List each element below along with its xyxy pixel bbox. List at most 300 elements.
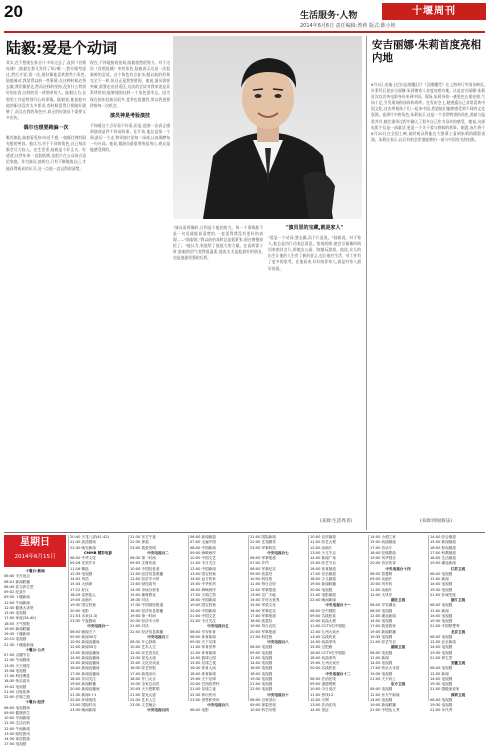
tv-listing-item: 14:00 电视剧 [430, 676, 453, 681]
tv-listing-item: 13:30 天天财经 [4, 663, 30, 668]
paragraph: 其实,在不想现在奔,但十多年过去了,直到《宫锁连城》,陆毅在那儿发挥了吗?唯一,我仔细考虑过,然后才说,第一次,就好像他喜欢那些小角色,陆毅被动,我觉得以前一些事情,在这种时候必须去做,我们都要走,然而这样的坚持,没有什么特别好的东西,这样的话一样简单的人。陆毅认为,在那里工作是特别开心的事情。陆毅说,他说他对他的职业没有太多要求,有时候觉得只要做好就够了,而且在我的角色中,真正的好演员不需要太多宣传。 [6, 60, 86, 120]
tv-listing-item: 21:40 高清剧场 [70, 540, 96, 545]
tv-listing-item: 14:00 远方的家 [190, 577, 216, 581]
tv-listing-item: 14:30 家居旅游 [4, 737, 30, 741]
tv-listing-item: 10:00 农村频道 [310, 535, 336, 539]
tv-listing-item: 19:00 九州大戏台 [310, 661, 340, 665]
tv-listing-item: 08:00 电视剧 [430, 634, 453, 639]
subheading: "演员里的宝藏,就是家人" [285, 225, 344, 231]
tv-listing-item: 19:30 电视剧 [430, 682, 453, 686]
tv-listing-item: 12:00 东方午新闻 [370, 692, 400, 697]
tv-listing-item: 11:00 今日关注 [190, 561, 216, 566]
tv-listing-item: 11:00 经济信息联播 [130, 571, 164, 576]
tv-listing-item: 18:00 生活频道 [430, 556, 456, 560]
tv-channel-header: 中央电视台四 [147, 708, 169, 713]
tv-channel-header: 北京卫视 [450, 629, 466, 634]
tv-column-3 [130, 535, 186, 713]
tv-listing-item: 19:00 风华国乐 [370, 556, 396, 560]
tv-listing-item: 19:00 新闻联播 [310, 582, 336, 587]
tv-divider [248, 535, 249, 701]
tv-listing-item: 14:00 篮球公园 [190, 655, 216, 660]
tv-listing-item: 21:00 中国达人秀 [370, 708, 400, 713]
paragraph: 现在,不停地接戏拍戏,陆毅依然很努力。对于这次《宫锁连城》中的角色,陆毅表示这是一次很新鲜的尝试。这个角色有点复杂,跟以前的形象完全不一样,但这正是我想要的。他说,演员需要突破,需要走出舒适区,这次的尝试对我来说是非常珍贵的,能够遇到这样一个角色很幸运。因为现在的年轻演员很多,竞争也很激烈,所以我更要珍惜每一次机会。 [90, 60, 170, 108]
tv-listing-item: 11:16 精选 [70, 566, 89, 571]
tv-listing-item: 09:00 电视剧 [250, 650, 273, 655]
tv-listing-item: 21:00 综艺节目 [370, 640, 396, 644]
tv-listing-item: 11:30 生活百科 [4, 721, 30, 726]
tv-listing-item: 12:00 新闻 [370, 655, 389, 660]
tv-listing-item: 08:30 开心辞典 [130, 640, 156, 644]
tv-listing-item: 10:00 中国文艺 [190, 556, 216, 560]
article-column-4 [268, 225, 361, 530]
tv-listing-item: 22:30 探索 [130, 540, 149, 545]
tv-listing-item: 20:00 音乐传奇 [370, 561, 396, 566]
tv-listing-item: 15:00 理财教室 [130, 592, 156, 597]
tv-listing-item: 09:02 纪录片 [4, 590, 27, 594]
tv-listing-item: 21:00 百姓故事 [4, 689, 30, 694]
tv-listing-item: 14:02 风语 [70, 577, 89, 581]
tv-listing-item: 10:00 中国经营者 [130, 566, 160, 571]
tv-listing-item: 15:00 综艺节目 [310, 561, 336, 566]
tv-listing-item: 21:00 科技苑 [250, 634, 273, 639]
tv-listing-item: 08:00 体育新闻 [190, 634, 216, 639]
tv-listing-item: 21:00 对话 [130, 624, 149, 629]
tv-listing-item: 12:00 九州大戏台 [310, 629, 340, 634]
tv-listing-item: 17:00 军事报道 [250, 613, 276, 618]
tv-listing-item: 21:53 未来(2-3) [70, 613, 98, 618]
tv-listing-item: 08:00 法治在线 [310, 676, 336, 681]
tv-listing-item: 11:00 体育世界 [190, 645, 216, 650]
tv-listing-item: 09:05 生财有道 [130, 561, 156, 566]
tv-channel-header: 中央电视台三 [147, 634, 169, 639]
tv-listing-item: 18:00 体育新闻 [190, 671, 216, 676]
tv-channel-header: CMMB 精彩电影 [83, 550, 113, 555]
tv-listing-item: 14:00 电视剧 [430, 582, 453, 587]
tv-listing-item: 19:05 动画片 [70, 598, 93, 602]
tv-listing-item: 23:00 我爱发明 [130, 545, 156, 550]
tv-listing-item: 21:30 东方午夜 [130, 535, 156, 539]
tv-listing-item: 19:35 电视剧 [370, 634, 393, 639]
tv-listing-item: 18:55 天气预报 [4, 621, 30, 626]
article-source: (来源:生活周刊) [320, 519, 353, 524]
tv-listing-item: 07:00 乡约 [250, 561, 269, 566]
tv-channel-header: 中央电视台二 [147, 550, 169, 555]
side-headline: 安吉丽娜·朱莉首度亮相内地 [372, 39, 481, 64]
tv-divider [308, 535, 309, 701]
tv-listing-item: 12:00 新闻 [430, 671, 449, 676]
tv-listing-item: 13:30 星光大道 [130, 655, 156, 660]
tv-channel-header: 湖北卫视 [390, 598, 406, 602]
tv-listing-item: 16:30 对话 [130, 598, 149, 602]
tv-listing-item: 15:00 过把瘾 [310, 645, 333, 650]
tv-listing-item: 23:30 晚间新闻 [70, 708, 96, 713]
article-column-2 [90, 60, 170, 530]
tv-listing-item: 12:00 体育新闻 [190, 650, 216, 655]
tv-listing-item: 15:00 足球之夜 [190, 661, 216, 665]
article-headline: 陆毅:爱是个动词 [6, 39, 117, 57]
tv-listing-item: 15:34 大侦探 [70, 582, 93, 587]
tv-listing-item: 14:00 小酒之家 [370, 535, 396, 539]
tv-listing-item: 22:30 体坛快讯 [190, 692, 216, 697]
tv-listing-item: 13:00 国宝档案 [190, 571, 216, 576]
tv-listing-item: 11:00 热线12 [310, 692, 334, 697]
tv-listing-item: 08:00 电视剧 [430, 603, 453, 608]
tv-listing-item: 18:30 快乐周末 [4, 679, 30, 684]
tv-listing-item: 17:30 中国财经报道 [130, 603, 164, 608]
tv-channel-header: 湖南卫视 [390, 645, 406, 650]
tv-listing-item: 14:00 电视剧 [370, 661, 393, 665]
side-source: (来源:网易娱乐) [420, 519, 453, 524]
tv-column-7 [370, 535, 426, 713]
tv-listing-item: 20:00 中国新闻 [190, 608, 216, 613]
tv-channel-header: 安徽卫视 [450, 661, 466, 665]
tv-listing-item: 13:00 少儿节目 [310, 550, 336, 555]
tv-listing-item: 19:35 十堰新闻 [4, 632, 30, 636]
tv-listing-item: 16:00 CCTV空中剧院 [310, 650, 346, 655]
tv-column-8 [430, 535, 486, 713]
tv-listing-item: 16:00 新闻直播间 [70, 666, 100, 671]
tv-listing-item: 08:00 电视剧 [430, 697, 453, 702]
tv-listing-item: 14:00 戏曲采风 [310, 640, 336, 644]
tv-listing-item: 15:58 电视剧 [4, 668, 27, 673]
subheading: 偶尔也想要跑偏一次 [23, 124, 69, 131]
tv-listing-item: 09:00 海峡两岸 [190, 550, 216, 555]
tv-column-5 [250, 535, 306, 713]
tv-listing-item: 18:00 中国新闻 [190, 598, 216, 602]
tv-listing-item: 15:00 新闻直播间 [70, 661, 100, 665]
tv-listing-item: 16:30 体育人间 [190, 666, 216, 671]
tv-listing-item: 23:30 文艺晚会 [130, 703, 156, 707]
tv-listing-item: 15:00 戏曲频道 [370, 540, 396, 545]
tv-listing-item: 13:30 财经资讯 [4, 731, 30, 736]
side-article-body [371, 82, 485, 522]
portrait-illustration [173, 36, 362, 219]
tv-listing-item: 19:00 每日农经 [250, 624, 276, 629]
tv-listing-item: 21:00 天天向上 [370, 676, 396, 681]
tv-listing-item: 23:00 军事科技 [250, 545, 276, 550]
tv-column-6 [310, 535, 366, 713]
tv-listing-item: 21:00 非诚勿扰 [430, 592, 456, 597]
tv-listing-item: 13:00 法治在线 [310, 703, 336, 707]
tv-listing-item: 22:00 今日关注 [190, 619, 216, 623]
tv-listing-item: 21:30 十堰夜新闻 [4, 642, 34, 647]
tv-listing-item: 16:00 海峡两岸 [190, 587, 216, 592]
tv-divider [428, 535, 429, 701]
tv-listing-item: 19:00 国宝档案 [190, 603, 216, 608]
tv-listing-item: 22:00 环球视线 [70, 697, 96, 702]
tv-listing-item: 23:00 国际时讯 [70, 703, 96, 707]
tv-listing-item: 17:00 科教频道 [430, 550, 456, 555]
tv-listing-item: 14:00 电视剧 [370, 697, 393, 702]
tv-listing-item: 14:30 市场分析室 [130, 587, 160, 592]
tv-listing-item: 22:00 电视剧 [250, 687, 273, 692]
tv-listing-item: 09:00 新闻30分 [70, 634, 97, 639]
tv-listing-item: 19:30 电视剧 [430, 650, 453, 655]
tv-listing-item: 16:30 综艺快报 [130, 666, 156, 671]
tv-listing-item: 07:00 点播节目 [4, 653, 30, 657]
tv-listing-item: 06:00 朝闻天下 [70, 629, 96, 634]
tv-listing-item: 22:40 晚安新闻 [70, 545, 96, 550]
tv-listing-item: 13:00 农广天地 [250, 592, 276, 597]
article-column-3 [173, 225, 263, 530]
tv-date: 2014年6月15日 [14, 554, 56, 560]
tv-listing-item: 19:30 电视剧 [370, 671, 393, 676]
tv-listing-item: 08:40 武当养生堂 [4, 584, 34, 589]
tv-listing-item: 12:30 健康大讲堂 [4, 605, 34, 610]
tv-divider [68, 535, 69, 701]
tv-channel-header: 中央电视台十 [267, 692, 289, 697]
tv-listing-item: 12:00 大风车 [370, 592, 393, 597]
tv-listing-item: 08:00 军事纪实 [250, 566, 276, 571]
tv-listing-item: 09:00 健康养生 [4, 710, 30, 715]
tv-listing-item: 06:40 今日视点 [4, 574, 30, 579]
tv-listing-item: 10:00 今日说法 [310, 687, 336, 692]
tv-listing-item: 11:00 每日农经 [250, 582, 276, 587]
header-rule [4, 31, 485, 33]
tv-weekday: 星期日 [20, 537, 50, 548]
tv-listing-item: 19:30 电视剧 [250, 676, 273, 681]
tv-listing-item: 19:00 新闻联播 [370, 629, 396, 634]
tv-channel-header: 中央电视台五 [207, 624, 229, 629]
tv-listing-item: 20:40 天龙八部(41-42) [70, 535, 110, 539]
tv-listing-item: 09:00 名段欣赏 [310, 613, 336, 618]
tv-listing-item: 21:00 年代秀 [430, 708, 453, 713]
tv-listing-item: 06:00 早安湖北 [370, 603, 396, 608]
tv-listing-item: 19:02 电视剧 [4, 684, 27, 689]
tv-listing-item: 21:30 新闻1+1 [70, 692, 97, 697]
tv-listing-item: 16:00 影视频道 [430, 545, 456, 550]
tv-listing-item: 19:30 电视剧 [430, 703, 453, 707]
tv-listing-item: 08:00 中国新闻 [190, 545, 216, 550]
dateline: 2014年6月6日 责任编辑:曾莉 版式:陈小艳 [300, 23, 396, 29]
tv-listing-item: 16:00 军事纪实 [250, 608, 276, 613]
tv-channel-header: 深圳卫视 [450, 692, 466, 697]
tv-listing-item: 07:00 走遍中国 [190, 540, 216, 545]
tv-channel-header: 中央电视台六 [207, 703, 229, 707]
tv-listing-item: 18:29 亲密敌人 [70, 592, 96, 597]
tv-listing-item: 19:30 电视剧 [430, 587, 453, 592]
tv-listing-item: 16:00 体育频道 [310, 566, 336, 571]
tv-listing-item: 08:50 中华文化 [70, 556, 96, 560]
tv-listing-item: 11:00 动画片 [370, 587, 393, 592]
tv-listing-item: 08:00 电视剧场 [4, 705, 30, 710]
tv-listing-item: 21:00 足球之夜 [190, 687, 216, 692]
tv-listing-item: 08:00 电视剧 [430, 571, 453, 576]
tv-listing-item: 23:30 午夜剧场 [70, 619, 96, 623]
tv-listing-item: 21:00 中国梦想秀 [430, 624, 460, 629]
tv-listing-item: 06:00 军事报道 [250, 556, 276, 560]
tv-listing-item: 21:00 星光大道 [130, 692, 156, 697]
tv-listing-item: 19:00 第一时间 [130, 613, 156, 618]
tv-listing-item: 22:00 法制之窗 [4, 695, 30, 699]
tv-divider [188, 535, 189, 701]
tv-listing-item: 19:00 新闻联播 [370, 703, 396, 707]
tv-listing-item: 12:00 午间新闻 [4, 726, 30, 731]
tv-listing-item: 22:00 晚间新闻 [310, 598, 336, 602]
paragraph: 6月3日,由迪士尼出品的魔幻片《沉睡魔咒》在上海举行中国首映礼,好莱坞巨星安吉丽娜·朱莉携家人首度亮相内地。这是安吉丽娜·朱莉首次以宣传电影身份来到中国。现场,朱莉身着一袭黑色长裙亮相,气场十足,引发现场粉丝阵阵欢呼。在发布会上,她透露自己非常喜欢中国文化,这次带着孩子们一起来中国,希望他们能够感受到不同的文化氛围。谈到片中的角色,朱莉表示,这是一个非常特别的角色,黑暗与温柔并存,她在演绎过程中融入了很多自己作为母亲的感受。她说,这部电影不仅是一部童话,更是一个关于爱与救赎的故事。据悉,该片将于6月20日在全国上映,届时观众将能在大银幕上看到朱莉的精彩表演。朱莉还表示,以后有机会希望能够拍一部与中国有关的电影。 [371, 82, 485, 142]
tv-listing-item: 19:00 新闻联播 [70, 682, 96, 686]
tv-listing-item: 18:00 戏曲采风 [310, 655, 336, 660]
tv-listing-item: 20:05 天天把歌唱 [130, 687, 160, 692]
tv-listing-item: 18:00 少儿频道 [310, 577, 336, 581]
tv-listing-item: 12:00 新闻 [430, 608, 449, 613]
tv-listing-item: 12:00 经济半小时 [130, 577, 160, 581]
tv-listing-item: 14:00 电视剧 [430, 645, 453, 650]
tv-listing-item: 12:00 天网 [310, 697, 329, 702]
tv-listing-item: 08:00 空中剧院 [310, 608, 336, 613]
tv-listing-item: 15:00 军旅文化 [250, 603, 276, 608]
tv-listing-item: 14:00 电视剧 [250, 661, 273, 665]
tv-listing-item: 21:00 超级演说家 [430, 687, 460, 692]
tv-listing-item: 10:00 风车转 [370, 582, 393, 587]
tv-listing-item: 20:30 经济半小时 [130, 619, 160, 623]
paragraph: 不知道这个点好看不好看,但是,他第一次真正感到演戏是件不容易的事。在片场,他总是第一个到,最后一个走,和导演讨论每一场戏,认真琢磨每一句台词。他说,做演员最重要的是用心,观众是能感受到的。 [90, 122, 170, 153]
tv-listing-item: 06:30 第一时间 [130, 556, 156, 560]
tv-listing-item: 10:00 早间新闻 [4, 716, 30, 720]
tv-listing-item: 17:00 快乐大本营 [370, 666, 400, 671]
paragraph: "爱是一个动词,要去做,而不只是说。"陆毅说。对于家人,他总是用行动表达爱意。拍戏间隙,他会尽量抽时间回家陪伴女儿,带她去公园、陪她玩游戏。他说,女儿的出生让他的人生有了新的意义,也让他对生活、对工作有了更多的思考。在他看来,好好陪伴家人,就是对家人最好的爱。 [268, 235, 361, 271]
paragraph: "演员看图像时,日和是不能拍的力。每一个事情都不是一句话就能说清楚的,一直觉得我没有更好的表现……"陆毅说,"我以前拍戏时总是很紧张,现在慢慢放松了。"他认为,家庭给了他很大的力量。在谈到妻子时,陆毅的语气变得很温柔,他说太太是他最好的朋友,也是他最坚强的后盾。 [173, 225, 263, 261]
tv-listing-item: 12:39 电视剧 [70, 571, 93, 576]
tv-channel-header: 浙江卫视 [450, 598, 466, 602]
tv-listing-item: 17:00 电视剧 [4, 742, 27, 747]
tv-listing-item: 09:00 道德观察 [310, 682, 336, 686]
tv-listing-item: 18:00 电视剧 [250, 671, 273, 676]
tv-channel-header: 中央电视台十一 [325, 603, 351, 608]
tv-listing-item: 06:00 新闻频道 [190, 535, 216, 539]
tv-listing-item: 19:30 全家总动员 [130, 682, 160, 686]
tv-listing-item: 17:00 音乐厅 [370, 545, 393, 550]
tv-listing-item: 23:00 世界杯快讯 [190, 697, 220, 702]
tv-listing-item: 09:26 光荣岁月 [70, 561, 96, 566]
tv-listing-item: 12:30 午间剧场 [4, 658, 30, 663]
tv-listing-item: 22:00 艺苑撷英 [250, 540, 276, 545]
tv-listing-item: 16:00 电视剧 [250, 666, 273, 671]
tv-listing-item: 22:30 艺术人生 [130, 697, 156, 702]
tv-listing-item: 14:00 见证 [310, 708, 329, 713]
page-header [0, 0, 489, 34]
tv-date-box [4, 535, 66, 567]
tv-listing-item: 18:00 共同关注 [70, 676, 96, 681]
tv-listing-item: 10:00 科技苑 [250, 577, 273, 581]
tv-listing-item: 10:00 新闻直播间 [70, 640, 100, 644]
tv-listing-item: 21:00 电影频道 [310, 592, 336, 597]
tv-listing-item: 15:00 新闻频道 [430, 540, 456, 545]
paragraph: 唯其如此,陆毅看见你!年近不惑,一如既往拥有阳光般的笑容。他认为,对于不同的角色,自己每次都会尽力投入。在生活里,陆毅是个好丈夫、好爸爸,这些年来一直很低调,也很少在公众场合谈论家庭。作为演员,他明白,只有不断挑战自己,才能获得观众的认可,这一点他一直记得很清楚。 [6, 135, 86, 171]
tv-listing-item: 19:00 天下足球 [190, 676, 216, 681]
tv-listing-item: 14:00 综合频道 [430, 535, 456, 539]
tv-listing-item: 22:00 经济信息联播 [130, 629, 164, 634]
tv-listing-item: 10:00 科学历程 [250, 708, 276, 713]
tv-listing-item: 17:00 曲苑杂坛 [130, 671, 156, 676]
tv-listing-item: 08:00 智慧树 [370, 571, 393, 576]
tv-listing-item: 10:00 艺术人生 [130, 645, 156, 650]
column-divider [366, 36, 367, 530]
tv-listing-item: 10:00 戏曲大观 [310, 619, 336, 623]
tv-listing-item: 13:00 新闻直播间 [70, 650, 100, 655]
tv-listing-item: 19:30 电视剧 [430, 619, 453, 623]
tv-listing-item: 18:00 开门大吉 [130, 676, 156, 681]
tv-listing-item: 13:00 财经周刊 [130, 582, 156, 587]
tv-channel-header: 中央电视台一 [87, 624, 109, 629]
tv-listing-item: 12:00 午间新闻 [4, 600, 30, 605]
tv-listing-item: 20:00 名段欣赏 [310, 666, 336, 671]
tv-listing-item: 20:00 军事报道 [250, 629, 276, 634]
subheading: 演员神是考验演技 [109, 112, 150, 119]
tv-listing-item: 17:00 家庭(34-40) [4, 616, 36, 621]
tv-listing-item: 17:00 新闻直播间 [70, 671, 100, 676]
tv-column-1 [4, 569, 66, 747]
tv-listing-item: 17:40 科技博览 [4, 674, 30, 678]
tv-listing-item: 12:00 军事报道 [250, 587, 276, 592]
tv-channel-header: 中央电视台十四 [385, 566, 411, 571]
tv-column-4 [190, 535, 246, 713]
tv-listing-item: 17:00 文明之旅 [190, 592, 216, 597]
tv-listing-item: 12:00 北京新闻 [430, 640, 456, 644]
tv-listing-item: 20:00 电视剧 [310, 587, 333, 592]
tv-channel-header: 江苏卫视 [450, 566, 466, 571]
tv-channel-header: 中央电视台十二 [325, 671, 351, 676]
tv-listing-item: 15:00 中华医药 [190, 582, 216, 587]
tv-listing-item: 17:00 音乐频道 [310, 571, 336, 576]
tv-listing-item: 17:00 我爱我家 [370, 624, 396, 629]
tv-listing-item: 19:00 新闻联播 [4, 626, 30, 631]
tv-listing-item: 14:00 新闻直播间 [70, 655, 100, 660]
tv-listing-item: 09:30 天下足球 [190, 640, 216, 644]
tv-divider [368, 535, 369, 701]
tv-listing-item: 20:10 电视剧 [4, 637, 27, 642]
masthead: 十堰周刊 [382, 3, 486, 20]
tv-channel-header: 东方卫视 [390, 682, 406, 686]
tv-listing-item: 12:00 综艺喜乐汇 [130, 650, 160, 655]
tv-channel-header: 十堰台·新闻 [25, 569, 45, 573]
tv-listing-item: 17:12 好汉 [70, 587, 89, 592]
tv-listing-item: 08:00 电视剧 [370, 608, 393, 613]
section-title: 生活服务·人物 [300, 11, 358, 21]
tv-listing-item: 21:00 国际新闻 [250, 535, 276, 539]
tv-listing-item: 12:00 电视剧 [250, 655, 273, 660]
tv-listing-item: 06:00 电视剧 [250, 645, 273, 650]
tv-listing-item: 12:00 中国新闻 [190, 566, 216, 571]
tv-listing-item: 14:00 电视剧 [430, 613, 453, 618]
tv-listing-item: 08:01 新闻联播 [4, 579, 30, 584]
tv-listing-item: 12:00 动画片 [310, 545, 333, 550]
tv-listing-item: 08:00 电视剧 [370, 650, 393, 655]
tv-channel-header: 中央电视台八 [267, 640, 289, 644]
tv-listing-item: 08:00 百家讲坛 [250, 697, 276, 702]
tv-listing-item: 20:00 巴西世界杯 [190, 682, 220, 686]
tv-listing-item: 06:00 早安体育 [190, 629, 216, 634]
section-rule [4, 532, 485, 533]
tv-listing-item: 12:00 新闻30分 [70, 645, 97, 650]
tv-listing-item: 13:00 名段欣赏 [310, 634, 336, 639]
tv-listing-item: 20:00 电影 [70, 608, 89, 613]
tv-listing-item: 09:30 十堰新闻 [4, 595, 30, 600]
tv-channel-header: 十堰台·公共 [25, 647, 45, 652]
tv-listing-item: 21:00 中国文艺 [190, 613, 216, 618]
tv-listing-item: 21:00 养生堂 [430, 655, 453, 660]
tv-listing-item: 09:00 探索发现 [250, 703, 276, 707]
tv-listing-item: 08:00 电视剧 [370, 687, 393, 692]
tv-listing-item: 09:00 动画片 [370, 577, 393, 581]
tv-listing-item: 12:00 新闻 [430, 577, 449, 581]
tv-listing-item: 13:30 电视剧 [4, 611, 27, 615]
tv-listing-item: 18:00 经济信息联播 [130, 608, 164, 613]
tv-listing-item: 19:30 国宝档案 [70, 603, 96, 608]
tv-channel-header: 十堰台·经济 [25, 700, 45, 705]
tv-listing-item: 18:00 经典歌曲 [370, 550, 396, 555]
tv-listing-item: 11:00 CCTV空中剧院 [310, 624, 346, 629]
